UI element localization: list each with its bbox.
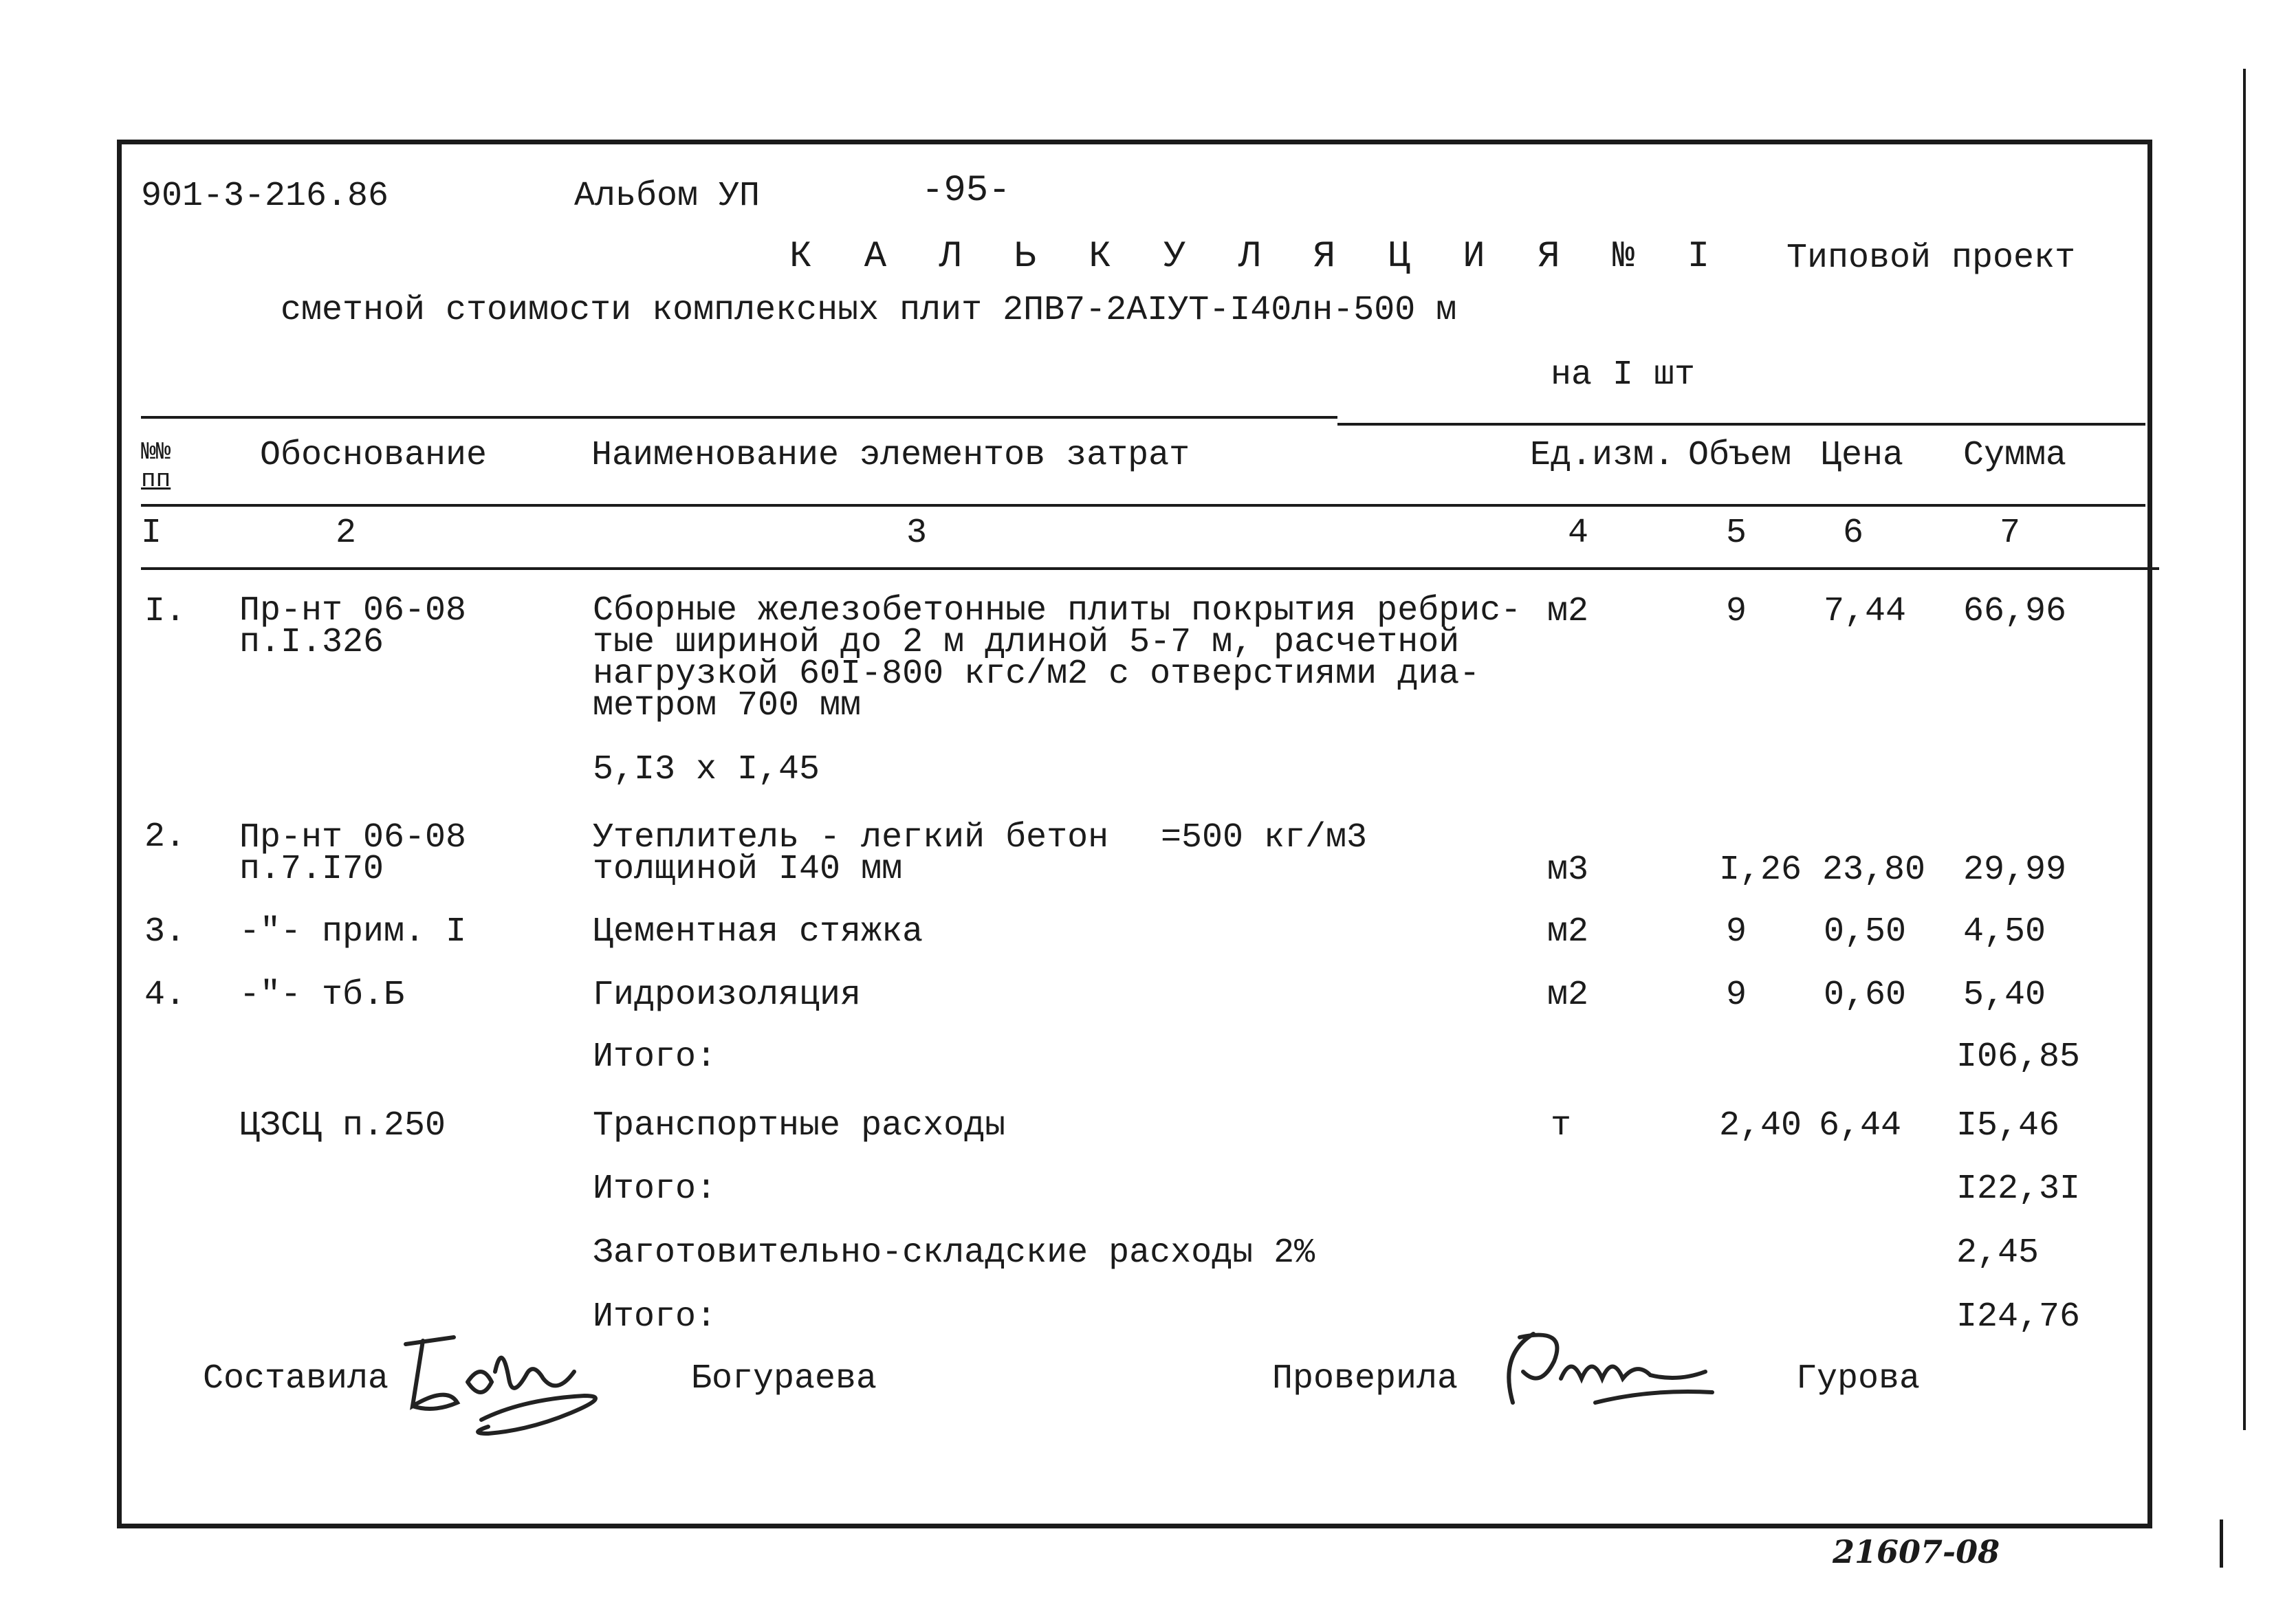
- subtotal-1-sum: I06,85: [1956, 1038, 2081, 1077]
- row-1-sum: 66,96: [1963, 592, 2067, 631]
- row-1-price: 7,44: [1824, 592, 1907, 631]
- col-number-4: 4: [1568, 514, 1589, 553]
- col-header-volume: Объем: [1688, 436, 1792, 475]
- table-top-rule: [141, 416, 1337, 419]
- subtotal-1-label: Итого:: [593, 1038, 717, 1077]
- transport-basis: ЦЗСЦ п.250: [239, 1106, 446, 1145]
- row-3-num: 3.: [144, 912, 186, 952]
- col-number-3: 3: [906, 514, 928, 553]
- row-2-name-line1: Утеплитель - легкий бетон: [593, 818, 1109, 857]
- row-3-price: 0,50: [1824, 912, 1907, 952]
- checked-label: Проверила: [1272, 1359, 1458, 1398]
- row-3-basis: -"- прим. I: [239, 912, 467, 952]
- col-header-name: Наименование элементов затрат: [591, 436, 1190, 475]
- col-header-num: №№ пп: [141, 438, 171, 494]
- row-1-num: I.: [144, 592, 186, 631]
- col-header-price: Цена: [1821, 436, 1904, 475]
- row-4-name: Гидроизоляция: [593, 976, 862, 1015]
- row-3-name: Цементная стяжка: [593, 912, 923, 952]
- doc-number: 901-3-216.86: [141, 177, 389, 216]
- row-3-volume: 9: [1726, 912, 1747, 952]
- subtotal-2-sum: I22,3I: [1956, 1170, 2081, 1209]
- compiled-label: Составила: [203, 1359, 389, 1398]
- project-type: Типовой проект: [1786, 239, 2076, 278]
- compiled-signature: [392, 1317, 639, 1440]
- row-2-density: =500 кг/м3: [1161, 818, 1368, 857]
- header-bottom-rule: [141, 504, 2145, 507]
- row-4-num: 4.: [144, 976, 186, 1015]
- colnum-bottom-rule: [141, 567, 2159, 570]
- margin-mark: [2220, 1519, 2223, 1568]
- total-label: Итого:: [593, 1297, 717, 1337]
- table-top-rule-right: [1337, 423, 2145, 426]
- row-3-sum: 4,50: [1963, 912, 2046, 952]
- row-1-unit: м2: [1547, 592, 1589, 631]
- transport-name: Транспортные расходы: [593, 1106, 1006, 1145]
- col-number-5: 5: [1726, 514, 1747, 553]
- col-header-unit: Ед.изм.: [1530, 436, 1675, 475]
- doc-title: К А Л Ь К У Л Я Ц И Я № I: [789, 236, 1725, 278]
- row-2-name-line2: толщиной I40 мм: [593, 850, 903, 889]
- row-4-price: 0,60: [1824, 976, 1907, 1015]
- page-number: -95-: [921, 170, 1011, 212]
- checked-name: Гурова: [1796, 1359, 1921, 1398]
- transport-unit: т: [1551, 1106, 1572, 1145]
- row-2-volume: I,26: [1719, 851, 1802, 890]
- compiled-name: Богураева: [691, 1359, 877, 1398]
- subtotal-2-label: Итого:: [593, 1170, 717, 1209]
- album-label: Альбом УП: [574, 177, 761, 216]
- transport-sum: I5,46: [1956, 1106, 2060, 1145]
- row-4-unit: м2: [1547, 976, 1589, 1015]
- col-header-basis: Обоснование: [260, 436, 488, 475]
- col-header-sum: Сумма: [1963, 436, 2067, 475]
- row-4-volume: 9: [1726, 976, 1747, 1015]
- checked-signature: [1492, 1313, 1753, 1423]
- col-number-2: 2: [336, 514, 357, 553]
- row-4-basis: -"- тб.Б: [239, 976, 405, 1015]
- unit-note: на I шт: [1551, 355, 1696, 395]
- row-1-dimensions: 5,I3 x I,45: [593, 750, 820, 789]
- row-3-unit: м2: [1547, 912, 1589, 952]
- row-2-basis: Пр-нт 06-08 п.7.I70: [239, 818, 467, 889]
- doc-subtitle: сметной стоимости комплексных плит 2ПВ7-2АIУТ-I40лн-500 м: [281, 291, 1457, 330]
- col-number-1: I: [141, 514, 162, 553]
- col-number-6: 6: [1843, 514, 1864, 553]
- total-sum: I24,76: [1956, 1297, 2081, 1337]
- row-2-num: 2.: [144, 818, 186, 857]
- row-4-sum: 5,40: [1963, 976, 2046, 1015]
- row-1-basis: Пр-нт 06-08 п.I.326: [239, 591, 467, 662]
- margin-line: [2243, 69, 2246, 1430]
- procurement-name: Заготовительно-складские расходы 2%: [593, 1233, 1315, 1273]
- row-2-price: 23,80: [1822, 851, 1926, 890]
- col-number-7: 7: [2000, 514, 2021, 553]
- row-1-volume: 9: [1726, 592, 1747, 631]
- transport-price: 6,44: [1819, 1106, 1902, 1145]
- procurement-sum: 2,45: [1956, 1233, 2040, 1273]
- row-1-name: Сборные железобетонные плиты покрытия ребрис- тые шириной до 2 м длиной 5-7 м, расчетной нагрузкой 60I-800 кгс/м2 с отверстиями диа- метром 700 мм: [593, 591, 1522, 725]
- row-2-unit: м3: [1547, 851, 1589, 890]
- archive-stamp: 21607-08: [1833, 1533, 2000, 1570]
- transport-volume: 2,40: [1719, 1106, 1802, 1145]
- row-2-sum: 29,99: [1963, 851, 2067, 890]
